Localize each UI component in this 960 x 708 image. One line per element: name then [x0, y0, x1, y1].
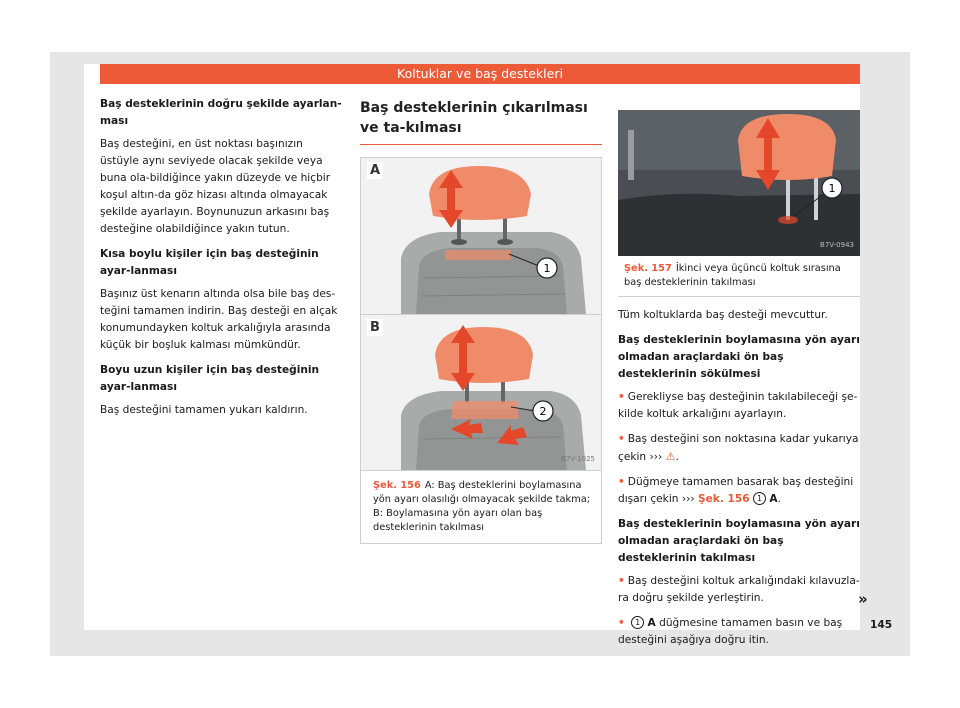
figure-157-caption-text: İkinci veya üçüncü koltuk sırasına baş desteklerinin takılması: [624, 263, 841, 288]
figure-code: B7V-1025: [561, 455, 595, 463]
paragraph-short-persons: Başınız üst kenarın altında olsa bile baş des-teğini tamamen indirin. Baş desteği en alçak konumundayken koltuk arkalığıyla arasında küçük bir boşluk kalması mümkündür.: [100, 288, 338, 351]
bullet-2: • Baş desteğini son noktasına kadar yukarıya çekin ››› ⚠.: [618, 433, 859, 463]
heading-removal: Baş desteklerinin boylamasına yön ayarı olmadan araçlardaki ön baş desteklerinin sökülmesi: [618, 334, 860, 380]
heading-installation: Baş desteklerinin boylamasına yön ayarı olmadan araçlardaki ön baş desteklerinin takılması: [618, 518, 860, 564]
bullet-dot: •: [618, 391, 625, 403]
bullet-dot: •: [618, 433, 625, 445]
figure-157-code: B7V-0943: [820, 241, 854, 249]
panel-label-a: A: [367, 162, 383, 179]
callout-ref-1: 1: [753, 492, 766, 505]
callout-1-a: 1: [543, 262, 551, 275]
figure-caption: [361, 470, 601, 543]
warning-triangle-icon[interactable]: ⚠: [665, 450, 676, 463]
bullet-1-text: Gerekliyse baş desteğinin takılabileceği şe-kilde koltuk arkalığını ayarlayın.: [618, 391, 858, 420]
page-number: 145: [870, 619, 893, 631]
figure-panel-b: [361, 314, 601, 470]
link-arrows[interactable]: ›››: [649, 451, 663, 463]
panel-label-b: B: [367, 319, 383, 336]
panel-ref-a: A: [647, 617, 656, 629]
callout-2-b: 2: [539, 405, 547, 418]
figure-156: [360, 157, 602, 544]
panel-ref-a: A: [769, 493, 778, 505]
bullet-dot: •: [618, 575, 625, 587]
column-right: [618, 110, 860, 657]
figure-caption-text: A: Baş desteklerini boylamasına yön ayarı olasılığı olmayacak şekilde takma; B: Boylamasına yön ayarı olan baş desteklerinin takılması: [373, 480, 591, 533]
double-chevron-icon: »: [858, 590, 868, 608]
figure-157-number: Şek. 157: [624, 263, 672, 274]
figure-157-caption: [618, 256, 860, 297]
bullet-1: [618, 389, 860, 423]
figure-157-panel: [618, 110, 860, 256]
bullet-3: • Düğmeye tamamen basarak baş desteğini dışarı çekin ››› Şek. 156 1 A.: [618, 476, 854, 505]
headrest-illustration-b: [361, 315, 601, 470]
callout-ref-1: 1: [631, 616, 644, 629]
callout-1-157: 1: [828, 182, 836, 195]
figure-157: [618, 110, 860, 297]
link-arrows[interactable]: ›››: [681, 493, 695, 505]
figure-156-link[interactable]: Şek. 156: [697, 493, 750, 505]
bullet-dot: •: [618, 617, 625, 629]
bullet-4-text: Baş desteğini koltuk arkalığındaki kılavuzla-ra doğru şekilde yerleştirin.: [618, 575, 860, 604]
chapter-header: Koltuklar ve baş destekleri: [100, 64, 860, 84]
heading-tall-persons: Boyu uzun kişiler için baş desteğinin ayar-lanması: [100, 364, 320, 393]
bullet-5-text: düğmesine tamamen basın ve baş desteğini aşağıya doğru itin.: [618, 617, 843, 646]
bullet-4: [618, 573, 860, 607]
section-title: Baş desteklerinin çıkarılması ve ta-kılması: [360, 98, 602, 145]
paragraph-tall-persons: Baş desteğini tamamen yukarı kaldırın.: [100, 404, 308, 416]
column-left: [100, 96, 344, 427]
figure-panel-a: [361, 158, 601, 314]
bullet-dot: •: [618, 476, 625, 488]
intro-text: Tüm koltuklarda baş desteği mevcuttur.: [618, 309, 828, 321]
paragraph-correct-adjustment: Baş desteğini, en üst noktası başınızın üstüyle aynı seviyede olacak şekilde veya buna ola-bildiğince yakın düzeyde ve hiçbir koşul altın-da göz hizası altında olmayacak şekilde ayarlayın. Boynunuzun arkasını baş desteğine olabildiğince yakın tutun.: [100, 138, 331, 235]
bullet-5: [618, 615, 860, 649]
figure-number: Şek. 156: [373, 480, 421, 491]
column-middle: [360, 98, 602, 544]
bullet-3-text: Düğmeye tamamen basarak baş desteğini dışarı çekin: [618, 476, 854, 505]
bullet-2-text: Baş desteğini son noktasına kadar yukarıya çekin: [618, 433, 859, 463]
heading-short-persons: Kısa boylu kişiler için baş desteğinin ayar-lanması: [100, 248, 319, 277]
heading-correct-adjustment: Baş desteklerinin doğru şekilde ayarlan-ması: [100, 98, 342, 127]
headrest-illustration-157: [618, 110, 860, 256]
headrest-illustration-a: [361, 158, 601, 314]
